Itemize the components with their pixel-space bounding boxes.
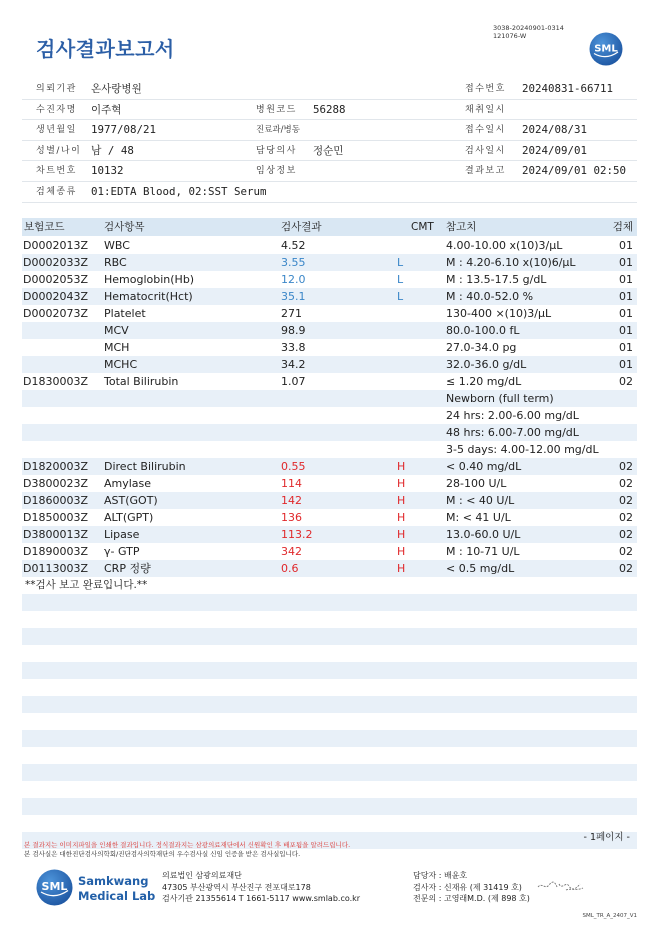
cmt-flag: H <box>397 528 406 541</box>
patient-name-label: 수진자명 <box>36 104 77 115</box>
insurance-code: D3800013Z <box>23 528 88 541</box>
insurance-code: D1830003Z <box>23 375 88 388</box>
test-result: 0.6 <box>281 562 299 575</box>
test-name: Total Bilirubin <box>104 375 179 388</box>
staff-specialist: 전문의 : 고영래M.D. (제 898 호) <box>413 894 530 903</box>
test-result: 271 <box>281 307 302 320</box>
reference-range: M : 10-71 U/L <box>446 545 520 558</box>
reference-range: Newborn (full term) <box>446 392 554 405</box>
test-result: 98.9 <box>281 324 306 337</box>
brand-line-2: Medical Lab <box>78 889 156 903</box>
info-row <box>22 100 637 121</box>
specimen-type-value: 01:EDTA Blood, 02:SST Serum <box>91 184 267 198</box>
result-row <box>22 305 637 322</box>
result-row <box>22 356 637 373</box>
test-result: 114 <box>281 477 302 490</box>
result-row <box>22 560 637 577</box>
signature <box>536 878 586 894</box>
cmt-flag: L <box>397 256 404 269</box>
test-name: Amylase <box>104 477 152 490</box>
test-name: Platelet <box>104 307 146 320</box>
insurance-code: D1850003Z <box>23 511 88 524</box>
reference-range: < 0.5 mg/dL <box>446 562 515 575</box>
reference-range: 3-5 days: 4.00-12.00 mg/dL <box>446 443 599 456</box>
test-result: 136 <box>281 511 302 524</box>
patient-name-value: 이주혁 <box>91 103 122 116</box>
test-result: 342 <box>281 545 302 558</box>
reference-range: 4.00-10.00 x(10)3/μL <box>446 239 563 252</box>
reference-range: M : 40.0-52.0 % <box>446 290 534 303</box>
staff-tester: 검사자 : 신재유 (제 31419 호) <box>413 882 522 892</box>
birth-date-value: 1977/08/21 <box>91 123 157 137</box>
image-copy-notice: 본 결과지는 이미지파일을 인쇄한 결과입니다. 정식결과지는 삼광의료재단에서 신원확인 후 배포됨을 알려드립니다. <box>24 841 351 849</box>
reference-range: M: < 41 U/L <box>446 511 511 524</box>
footer-brand <box>78 874 155 904</box>
specimen-code: 02 <box>619 460 633 473</box>
org-contact: 검사기관 21355614 T 1661-5117 www.smlab.co.kr <box>162 894 361 903</box>
specimen-code: 01 <box>619 290 633 303</box>
cmt-flag: L <box>397 290 404 303</box>
received-at-label: 접수일시 <box>465 125 506 136</box>
reference-range: 28-100 U/L <box>446 477 507 490</box>
specimen-code: 02 <box>619 545 633 558</box>
test-name: MCH <box>104 341 130 354</box>
result-row <box>22 237 637 254</box>
test-result: 0.55 <box>281 460 306 473</box>
result-row <box>22 322 637 339</box>
test-name: RBC <box>104 256 127 269</box>
test-name: γ- GTP <box>104 545 140 558</box>
doctor-value: 정순민 <box>313 144 344 157</box>
specimen-code: 01 <box>619 358 633 371</box>
test-name: CRP 정량 <box>104 562 151 575</box>
received-at-value: 2024/08/31 <box>522 123 588 137</box>
insurance-code: D0002053Z <box>23 273 88 286</box>
result-row <box>22 407 637 424</box>
result-row <box>22 271 637 288</box>
clinical-info-label: 임상정보 <box>256 166 297 177</box>
result-row <box>22 441 637 458</box>
header-reference-range: 참고치 <box>446 221 477 233</box>
test-name: MCHC <box>104 358 138 371</box>
specimen-code: 02 <box>619 511 633 524</box>
specimen-code: 01 <box>619 239 633 252</box>
test-result: 4.52 <box>281 239 306 252</box>
reference-range: M : < 40 U/L <box>446 494 515 507</box>
result-row <box>22 373 637 390</box>
test-result: 12.0 <box>281 273 306 286</box>
insurance-code: D0002033Z <box>23 256 88 269</box>
brand-line-1: Samkwang <box>78 874 149 888</box>
sml-logo-icon <box>589 32 623 66</box>
receipt-no-value: 20240831-66711 <box>522 82 614 95</box>
reference-range: 13.0-60.0 U/L <box>446 528 521 541</box>
insurance-code: D0002013Z <box>23 239 88 252</box>
specimen-code: 01 <box>619 307 633 320</box>
result-row <box>22 543 637 560</box>
test-name: Hematocrit(Hct) <box>104 290 193 303</box>
result-row <box>22 424 637 441</box>
cmt-flag: H <box>397 460 406 473</box>
cmt-flag: H <box>397 477 406 490</box>
patient-info-section <box>22 79 637 203</box>
insurance-code: D0002073Z <box>23 307 88 320</box>
cmt-flag: H <box>397 494 406 507</box>
tested-at-label: 검사일시 <box>465 145 506 156</box>
result-row <box>22 390 637 407</box>
report-complete-note: **검사 보고 완료입니다.** <box>25 579 148 591</box>
document-subcode: 121076-W <box>493 31 527 40</box>
test-result: 3.55 <box>281 256 306 269</box>
specimen-code: 02 <box>619 477 633 490</box>
header-insurance-code: 보험코드 <box>24 221 65 233</box>
result-row <box>22 526 637 543</box>
hospital-code-label: 병원코드 <box>256 104 297 115</box>
result-row <box>22 339 637 356</box>
insurance-code: D0113003Z <box>23 562 88 575</box>
specimen-type-label: 검체종류 <box>36 186 77 197</box>
test-name: Hemoglobin(Hb) <box>104 273 195 286</box>
test-result: 33.8 <box>281 341 306 354</box>
sex-age-label: 성별/나이 <box>36 145 82 156</box>
test-name: ALT(GPT) <box>104 511 154 524</box>
result-row <box>22 458 637 475</box>
sex-age-value: 남 / 48 <box>91 143 134 157</box>
header-test-name: 검사항목 <box>104 221 145 233</box>
insurance-code: D1890003Z <box>23 545 88 558</box>
reference-range: 27.0-34.0 pg <box>446 341 517 354</box>
requesting-org-value: 온사랑병원 <box>91 83 142 95</box>
report-title: 검사결과보고서 <box>36 37 175 61</box>
reference-range: M : 4.20-6.10 x(10)6/μL <box>446 256 576 269</box>
results-table-header <box>22 218 637 236</box>
accreditation-notice: 본 검사실은 대한진단검사의학회/진단검사의학재단의 우수검사실 신임 인증을 받은 검사실입니다. <box>24 850 301 858</box>
info-row <box>22 141 637 162</box>
cmt-flag: H <box>397 511 406 524</box>
chart-no-label: 차트번호 <box>36 166 77 177</box>
info-row <box>22 161 637 182</box>
cmt-flag: H <box>397 545 406 558</box>
specimen-code: 02 <box>619 494 633 507</box>
cmt-flag: L <box>397 273 404 286</box>
test-result: 35.1 <box>281 290 306 303</box>
test-name: Direct Bilirubin <box>104 460 186 473</box>
hospital-code-value: 56288 <box>313 102 346 116</box>
result-row <box>22 475 637 492</box>
requesting-org-label: 의뢰기관 <box>36 84 77 94</box>
doctor-label: 담당의사 <box>256 145 297 156</box>
tested-at-value: 2024/09/01 <box>522 143 588 157</box>
result-row <box>22 288 637 305</box>
info-row <box>22 120 637 141</box>
header-cmt: CMT <box>411 221 434 233</box>
sml-footer-logo-icon <box>36 869 73 906</box>
document-id <box>493 25 564 40</box>
specimen-code: 01 <box>619 256 633 269</box>
test-result: 142 <box>281 494 302 507</box>
result-row <box>22 254 637 271</box>
test-result: 113.2 <box>281 528 313 541</box>
reference-range: 130-400 ×(10)3/μL <box>446 307 552 320</box>
reference-range: 24 hrs: 2.00-6.00 mg/dL <box>446 409 579 422</box>
logo-text: SML <box>594 43 618 55</box>
header-specimen: 검체 <box>612 221 633 233</box>
test-name: Lipase <box>104 528 140 541</box>
org-address: 47305 부산광역시 부산진구 전포대로178 <box>162 882 311 892</box>
test-result: 1.07 <box>281 375 306 388</box>
chart-no-value: 10132 <box>91 164 124 178</box>
reference-range: 48 hrs: 6.00-7.00 mg/dL <box>446 426 579 439</box>
insurance-code: D3800023Z <box>23 477 88 490</box>
insurance-code: D1820003Z <box>23 460 88 473</box>
specimen-code: 02 <box>619 375 633 388</box>
reference-range: 80.0-100.0 fL <box>446 324 520 337</box>
test-name: MCV <box>104 324 129 337</box>
info-row <box>22 79 637 100</box>
department-label: 진료과/병동 <box>256 125 300 136</box>
page-number: - 1페이지 - <box>583 832 630 843</box>
specimen-code: 01 <box>619 324 633 337</box>
test-name: WBC <box>104 239 130 252</box>
test-result: 34.2 <box>281 358 306 371</box>
collected-at-label: 채취일시 <box>465 104 506 115</box>
org-name: 의료법인 삼광의료재단 <box>162 871 242 880</box>
form-code: SML_TR_A_2407_V1 <box>582 913 637 919</box>
reference-range: M : 13.5-17.5 g/dL <box>446 273 547 286</box>
cmt-flag: H <box>397 562 406 575</box>
footer-logo-text: SML <box>41 880 68 893</box>
reported-at-label: 결과보고 <box>465 166 506 177</box>
birth-date-label: 생년월일 <box>36 125 77 136</box>
header-test-result: 검사결과 <box>281 221 322 233</box>
insurance-code: D1860003Z <box>23 494 88 507</box>
document-number: 3038-20240901-0314 <box>493 24 564 32</box>
specimen-code: 02 <box>619 528 633 541</box>
footer-staff <box>413 870 530 905</box>
specimen-code: 01 <box>619 341 633 354</box>
test-name: AST(GOT) <box>104 494 158 507</box>
result-row <box>22 492 637 509</box>
reference-range: 32.0-36.0 g/dL <box>446 358 527 371</box>
info-row <box>22 182 637 203</box>
reference-range: < 0.40 mg/dL <box>446 460 522 473</box>
receipt-no-label: 접수번호 <box>465 84 506 94</box>
results-table-body <box>22 237 637 849</box>
staff-in-charge: 담당자 : 배윤호 <box>413 871 468 880</box>
reported-at-value: 2024/09/01 02:50 <box>522 164 627 178</box>
insurance-code: D0002043Z <box>23 290 88 303</box>
specimen-code: 02 <box>619 562 633 575</box>
result-row <box>22 509 637 526</box>
footer-organization <box>162 870 360 905</box>
reference-range: ≤ 1.20 mg/dL <box>446 375 522 388</box>
specimen-code: 01 <box>619 273 633 286</box>
